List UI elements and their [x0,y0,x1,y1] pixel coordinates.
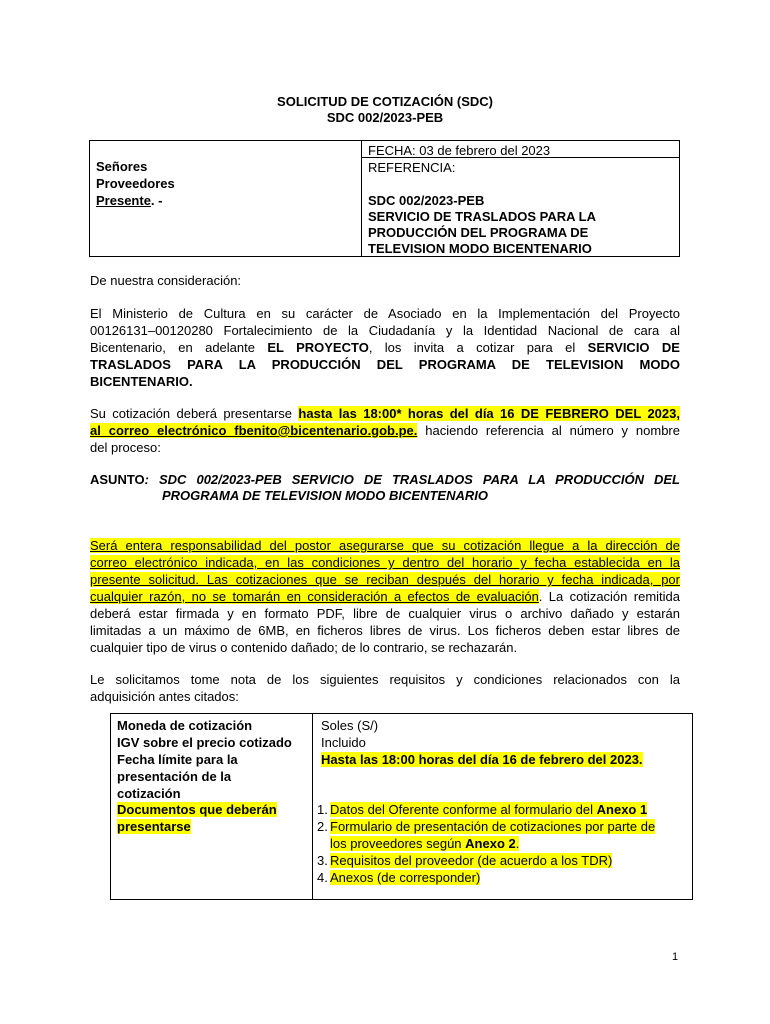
subject-line-1 [90,471,680,488]
reference-line-3: PRODUCCIÓN DEL PROGRAMA DE [368,225,589,240]
documents-item-3 [317,852,687,869]
item-text-a: los proveedores según [330,836,466,851]
item-number: 4. [317,870,328,885]
deadline-line-2 [90,422,680,439]
item-text: Formulario de presentación de cotizaciones por parte de [330,819,656,834]
addressee-line-2: Proveedores [96,176,175,191]
responsibility-line-2 [90,554,680,571]
documents-label-text-2: presentarse [117,819,191,834]
deadline-line-3: del proceso: [90,440,161,455]
document-title: SOLICITUD DE COTIZACIÓN (SDC) [277,94,493,109]
intro-line-5: BICENTENARIO. [90,374,193,389]
date-field: FECHA: 03 de febrero del 2023 [368,143,551,158]
item-text [330,836,519,851]
reference-line-4: TELEVISION MODO BICENTENARIO [368,241,592,256]
documents-item-2 [317,818,687,835]
responsibility-line-7: cualquier tipo de virus o contenido dañado; de lo contrario, se rechazarán. [90,640,518,655]
deadline-label-3: cotización [117,786,181,801]
item-text-a: Datos del Oferente conforme al formulario del [330,802,597,817]
greeting: De nuestra consideración: [90,273,242,288]
addressee-line-1: Señores [96,159,148,174]
deadline-label-2: presentación de la [117,769,232,784]
annex-1-ref: Anexo 1 [596,802,648,817]
igv-label: IGV sobre el precio cotizado [117,735,292,750]
item-text [330,802,647,817]
deadline-highlight: hasta las 18:00* horas del día 16 DE FEBRERO DEL 2023, [298,406,680,421]
header-divider [361,141,362,256]
present-suffix: . - [150,193,163,208]
requirements-intro-line-1: Le solicitamos tome nota de los siguientes requisitos y condiciones relacionados con la [90,672,680,687]
header-table [89,140,680,257]
item-number: 1. [317,802,328,817]
intro-line-3 [90,339,680,356]
responsibility-text-5: . La cotización remitida [538,589,680,604]
reference-line-2: SERVICIO DE TRASLADOS PARA LA [368,209,597,224]
documents-item-1 [317,801,687,818]
item-number: 3. [317,853,328,868]
responsibility-line-5: deberá estar firmada y en formato PDF, libre de cualquier virus o archivo dañado y estarán [90,606,680,621]
deadline-value-text: Hasta las 18:00 horas del día 16 de febrero del 2023. [321,752,643,767]
reference-label: REFERENCIA: [368,160,456,175]
responsibility-text-4: cualquier razón, no se tomarán en consideración a efectos de evaluación [90,589,539,604]
table-column-divider [312,714,313,899]
subject-label: ASUNTO [90,472,145,487]
intro-text-2: , los invita a cotizar para el [368,340,588,355]
currency-value: Soles (S/) [321,718,379,733]
item-number: 2. [317,819,328,834]
documents-label-1 [117,801,277,818]
deadline-line-1 [90,405,680,422]
requirements-table [110,713,693,900]
documents-label-2 [117,818,191,835]
subject-text: : SDC 002/2023-PEB SERVICIO DE TRASLADOS PARA LA PRODUCCIÓN DEL [144,472,680,487]
project-name: EL PROYECTO [267,340,369,355]
annex-2-ref: Anexo 2 [465,836,516,851]
responsibility-text-1: Será entera responsabilidad del postor asegurarse que su cotización llegue a la dirección de [90,538,680,553]
deadline-text-2: haciendo referencia al número y nombre [417,423,680,438]
documents-label-text-1: Documentos que deberán [117,802,277,817]
documents-item-2-continued [330,835,700,852]
responsibility-text-3: presente solicitud. Las cotizaciones que se reciban después del horario y fecha indicada, por [90,572,680,587]
reference-line-1: SDC 002/2023-PEB [368,193,485,208]
addressee-line-3 [96,192,162,209]
documents-item-4 [317,869,687,886]
page-number: 1 [672,951,679,963]
responsibility-line-1 [90,537,680,554]
igv-value: Incluido [321,735,366,750]
deadline-text: Su cotización deberá presentarse [90,406,299,421]
intro-line-4: TRASLADOS PARA LA PRODUCCIÓN DEL PROGRAMA DE TELEVISION MODO [90,357,680,372]
responsibility-text-2: correo electrónico indicada, en las condiciones y dentro del horario y fecha establecida en la [90,555,680,570]
subject-line-2: PROGRAMA DE TELEVISION MODO BICENTENARIO [162,488,488,503]
intro-line-2: 00126131–00120280 Fortalecimiento de la Ciudadanía y la Identidad Nacional de cara al [90,323,680,338]
item-text: Requisitos del proveedor (de acuerdo a los TDR) [330,853,613,868]
service-name-start: SERVICIO DE [587,340,680,355]
intro-line-1: El Ministerio de Cultura en su carácter de Asociado en la Implementación del Proyecto [90,306,680,321]
responsibility-line-4 [90,588,680,605]
responsibility-line-6: limitadas a un máximo de 6MB, en ficheros libres de virus. Los ficheros deben estar libres de [90,623,680,638]
intro-text: Bicentenario, en adelante [90,340,268,355]
item-text-c: . [515,836,520,851]
document-code: SDC 002/2023-PEB [326,110,444,125]
deadline-label-1: Fecha límite para la [117,752,238,767]
present-label: Presente [96,193,151,208]
email-link[interactable]: al correo electrónico fbenito@bicentenario.gob.pe. [90,423,418,438]
deadline-value [321,751,643,768]
requirements-intro-line-2: adquisición antes citados: [90,689,239,704]
currency-label: Moneda de cotización [117,718,253,733]
item-text: Anexos (de corresponder) [330,870,481,885]
responsibility-line-3 [90,571,680,588]
